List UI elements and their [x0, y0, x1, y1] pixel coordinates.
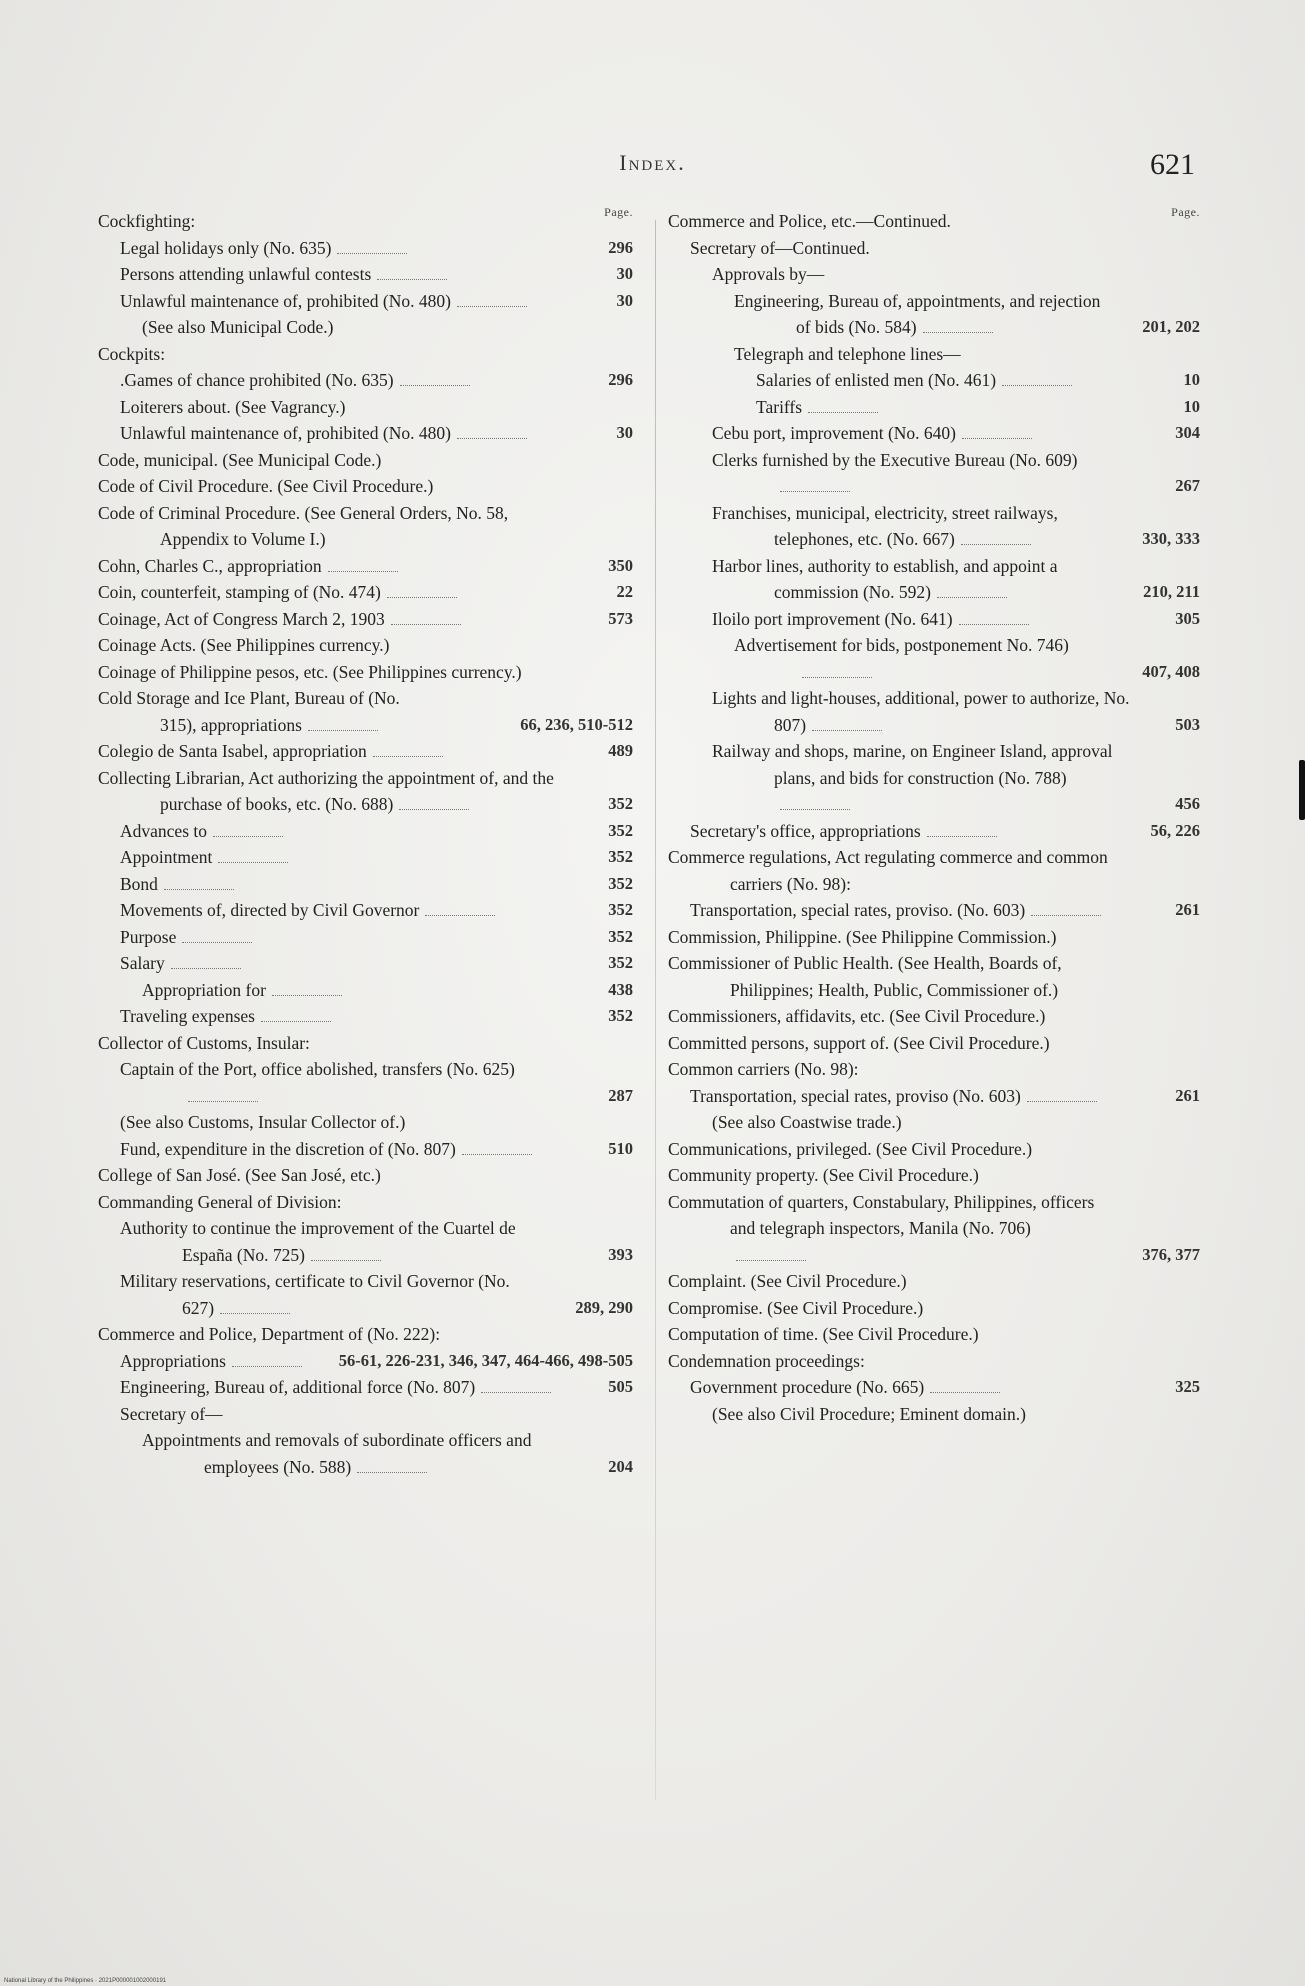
index-entry — [98, 447, 633, 474]
entry-text: Government procedure (No. 665) — [690, 1377, 1000, 1397]
index-entry — [98, 1321, 633, 1348]
entry-text: Tariffs — [756, 397, 878, 417]
entry-text: Captain of the Port, office abolished, transfers (No. 625) — [120, 1059, 515, 1106]
index-entry — [668, 288, 1200, 341]
index-entry — [98, 977, 633, 1004]
right-page-label: Page. — [1171, 205, 1200, 219]
index-entry — [668, 341, 1200, 368]
entry-text: Commutation of quarters, Constabulary, Philippines, officers and telegraph inspectors, Manila (No. 706) — [668, 1192, 1094, 1265]
entry-text: Transportation, special rates, proviso (No. 603) — [690, 1086, 1097, 1106]
index-entry — [98, 897, 633, 924]
index-entry — [98, 261, 633, 288]
entry-page-ref: 30 — [616, 423, 633, 442]
entry-text: Appropriation for — [142, 980, 342, 1000]
entry-text: Unlawful maintenance of, prohibited (No. 480) — [120, 423, 527, 443]
footer-credit: National Library of the Philippines · 2021P000001002000191 — [4, 1978, 167, 1984]
entry-text: Commission, Philippine. (See Philippine Commission.) — [668, 926, 1057, 947]
index-entry — [98, 579, 633, 606]
index-entry — [668, 447, 1200, 500]
entry-page-ref: 10 — [1183, 370, 1200, 389]
index-entry — [98, 765, 633, 818]
entry-page-ref: 350 — [608, 555, 633, 575]
entry-page-ref: 56-61, 226-231, 346, 347, 464-466, 498-505 — [338, 1350, 633, 1370]
index-entry — [668, 1401, 1200, 1428]
entry-text: Collector of Customs, Insular: — [98, 1032, 310, 1053]
entry-page-ref: 22 — [616, 582, 633, 601]
entry-text: Common carriers (No. 98): — [668, 1059, 859, 1079]
entry-text: Collecting Librarian, Act authorizing the appointment of, and the purchase of books, etc. (No. 688) — [98, 767, 554, 814]
entry-page-ref: 352 — [608, 873, 633, 893]
index-entry — [668, 1268, 1200, 1295]
entry-text: College of San José. (See San José, etc.) — [98, 1165, 381, 1185]
index-entry — [668, 1189, 1200, 1269]
entry-text: Unlawful maintenance of, prohibited (No. 480) — [120, 291, 527, 311]
entry-page-ref: 352 — [608, 1006, 633, 1025]
entry-text: Fund, expenditure in the discretion of (No. 807) — [120, 1139, 532, 1159]
index-entry — [98, 818, 633, 845]
index-entry — [668, 500, 1200, 553]
entry-text: Advertisement for bids, postponement No. 746) — [734, 635, 1069, 682]
entry-text: (See also Customs, Insular Collector of.) — [120, 1112, 406, 1132]
entry-text: Secretary's office, appropriations — [690, 821, 997, 841]
left-column — [98, 205, 633, 1480]
entry-text: Cold Storage and Ice Plant, Bureau of (No. 315), appropriations — [98, 688, 400, 735]
index-entry — [98, 1374, 633, 1401]
entry-page-ref: 201, 202 — [1142, 317, 1200, 336]
entry-text: Advances to — [120, 821, 283, 841]
entry-text: Lights and light-houses, additional, power to authorize, No. 807) — [712, 688, 1130, 735]
entry-text: Cebu port, improvement (No. 640) — [712, 423, 1032, 443]
index-entry — [668, 1083, 1200, 1110]
page-number: 621 — [1150, 148, 1195, 181]
index-entry — [668, 1003, 1200, 1030]
entry-text: Loiterers about. (See Vagrancy.) — [120, 396, 346, 417]
index-entry — [668, 685, 1200, 738]
index-entry — [98, 288, 633, 315]
index-entry — [98, 1003, 633, 1030]
entry-page-ref: 352 — [608, 900, 633, 919]
index-entry — [98, 1189, 633, 1216]
entry-text: Telegraph and telephone lines— — [734, 343, 961, 364]
entry-page-ref: 505 — [608, 1377, 633, 1396]
index-entry — [668, 208, 1200, 235]
index-entry — [668, 1295, 1200, 1322]
entry-text: Salary — [120, 953, 241, 973]
entry-text: Salaries of enlisted men (No. 461) — [756, 370, 1072, 390]
entry-text: Movements of, directed by Civil Governor — [120, 900, 495, 920]
entry-text: Condemnation proceedings: — [668, 1350, 865, 1371]
entry-text: .Games of chance prohibited (No. 635) — [120, 370, 470, 390]
entry-text: Compromise. (See Civil Procedure.) — [668, 1297, 924, 1318]
entry-text: Engineering, Bureau of, appointments, and rejection of bids (No. 584) — [734, 290, 1101, 337]
entry-page-ref: 66, 236, 510-512 — [520, 714, 633, 734]
entry-page-ref: 30 — [616, 290, 633, 310]
entry-page-ref: 261 — [1175, 1085, 1200, 1105]
index-entry — [668, 394, 1200, 421]
entry-text: Code, municipal. (See Municipal Code.) — [98, 449, 382, 470]
index-entry — [98, 473, 633, 500]
index-entry — [98, 1268, 633, 1321]
entry-page-ref: 30 — [616, 264, 633, 283]
entry-page-ref: 456 — [1175, 794, 1200, 813]
index-entry — [668, 1056, 1200, 1083]
entry-text: Secretary of—Continued. — [690, 237, 870, 258]
index-entry — [98, 606, 633, 633]
entry-text: (See also Coastwise trade.) — [712, 1112, 902, 1132]
index-entry — [98, 1348, 633, 1375]
index-entry — [98, 924, 633, 951]
entry-text: Committed persons, support of. (See Civil Procedure.) — [668, 1032, 1050, 1053]
entry-text: Secretary of— — [120, 1403, 223, 1424]
entry-text: Purpose — [120, 927, 252, 947]
entry-text: (See also Civil Procedure; Eminent domain.) — [712, 1403, 1026, 1424]
index-entry — [98, 341, 633, 368]
entry-text: Iloilo port improvement (No. 641) — [712, 609, 1029, 629]
entry-page-ref: 287 — [608, 1085, 633, 1105]
entry-text: Harbor lines, authority to establish, and appoint a commission (No. 592) — [712, 555, 1058, 602]
index-entry — [668, 897, 1200, 924]
index-entry — [98, 844, 633, 871]
index-entry — [668, 924, 1200, 951]
index-entry — [668, 261, 1200, 288]
index-entry — [98, 1109, 633, 1136]
entry-text: Commerce and Police, etc.—Continued. — [668, 211, 951, 231]
entry-text: Cohn, Charles C., appropriation — [98, 556, 398, 576]
entry-page-ref: 352 — [608, 820, 633, 840]
entry-page-ref: 352 — [608, 847, 633, 866]
entry-page-ref: 304 — [1175, 423, 1200, 442]
entry-text: Commerce and Police, Department of (No. 222): — [98, 1324, 441, 1344]
entry-page-ref: 489 — [608, 741, 633, 760]
index-entry — [668, 1348, 1200, 1375]
page-edge-mark — [1299, 760, 1305, 820]
entry-text: Coin, counterfeit, stamping of (No. 474) — [98, 582, 457, 602]
page-title: Index. — [619, 150, 686, 175]
entry-page-ref: 352 — [608, 953, 633, 972]
index-entry — [668, 235, 1200, 262]
entry-text: Code of Criminal Procedure. (See General Orders, No. 58, Appendix to Volume I.) — [98, 502, 509, 549]
index-entry — [98, 367, 633, 394]
right-column — [668, 205, 1200, 1427]
entry-text: Persons attending unlawful contests — [120, 264, 447, 284]
index-entry — [98, 950, 633, 977]
entry-text: Coinage Acts. (See Philippines currency.) — [98, 635, 390, 655]
entry-text: Transportation, special rates, proviso. (No. 603) — [690, 900, 1101, 920]
entry-text: Coinage of Philippine pesos, etc. (See Philippines currency.) — [98, 661, 522, 682]
entry-page-ref: 325 — [1175, 1377, 1200, 1396]
entry-page-ref: 352 — [608, 926, 633, 946]
index-entry — [668, 950, 1200, 1003]
column-divider — [655, 220, 656, 1800]
entry-text: Railway and shops, marine, on Engineer Island, approval plans, and bids for construction (No. 788) — [712, 741, 1112, 814]
entry-text: Legal holidays only (No. 635) — [120, 238, 407, 258]
index-entry — [98, 1162, 633, 1189]
entry-page-ref: 305 — [1175, 608, 1200, 628]
index-entry — [98, 314, 633, 341]
entry-page-ref: 296 — [608, 370, 633, 389]
entry-text: (See also Municipal Code.) — [142, 317, 334, 337]
index-entry — [668, 420, 1200, 447]
entry-page-ref: 510 — [608, 1138, 633, 1158]
entry-text: Bond — [120, 874, 234, 894]
left-page-label: Page. — [604, 205, 633, 219]
entry-text: Code of Civil Procedure. (See Civil Procedure.) — [98, 476, 434, 496]
entry-text: Complaint. (See Civil Procedure.) — [668, 1271, 907, 1291]
entry-text: Traveling expenses — [120, 1006, 331, 1026]
index-entry — [98, 1401, 633, 1428]
index-entry — [98, 738, 633, 765]
index-entry — [668, 818, 1200, 845]
entry-text: Computation of time. (See Civil Procedure.) — [668, 1324, 979, 1344]
index-entry — [98, 1427, 633, 1480]
index-entry — [668, 553, 1200, 606]
index-entry — [668, 606, 1200, 633]
index-entry — [98, 420, 633, 447]
entry-page-ref: 204 — [608, 1456, 633, 1476]
entry-text: Commerce regulations, Act regulating commerce and common carriers (No. 98): — [668, 847, 1108, 894]
index-entry — [668, 1109, 1200, 1136]
entry-text: Colegio de Santa Isabel, appropriation — [98, 741, 443, 761]
index-entry — [668, 1030, 1200, 1057]
entry-text: Clerks furnished by the Executive Bureau (No. 609) — [712, 450, 1077, 497]
entry-page-ref: 330, 333 — [1142, 529, 1200, 548]
entry-page-ref: 210, 211 — [1143, 582, 1200, 601]
entry-page-ref: 10 — [1183, 396, 1200, 416]
index-entry — [98, 659, 633, 686]
entry-text: Cockpits: — [98, 343, 166, 364]
index-entry — [98, 208, 633, 235]
entry-text: Authority to continue the improvement of the Cuartel de España (No. 725) — [120, 1218, 516, 1265]
entry-text: Appropriations — [120, 1351, 302, 1371]
entry-text: Commissioner of Public Health. (See Health, Boards of, Philippines; Health, Public, Commissioner of.) — [668, 953, 1062, 1000]
entry-text: Appointments and removals of subordinate officers and employees (No. 588) — [142, 1430, 532, 1477]
entry-page-ref: 261 — [1175, 900, 1200, 919]
index-entry — [98, 500, 633, 553]
entry-page-ref: 352 — [608, 794, 633, 813]
index-entry — [668, 632, 1200, 685]
index-entry — [98, 235, 633, 262]
index-entry — [98, 632, 633, 659]
index-entry — [668, 367, 1200, 394]
entry-page-ref: 438 — [608, 979, 633, 999]
entry-text: Commissioners, affidavits, etc. (See Civil Procedure.) — [668, 1006, 1046, 1026]
index-entry — [668, 844, 1200, 897]
entry-page-ref: 393 — [608, 1244, 633, 1264]
index-entry — [98, 394, 633, 421]
index-entry — [668, 1321, 1200, 1348]
entry-text: Engineering, Bureau of, additional force (No. 807) — [120, 1377, 551, 1397]
entry-page-ref: 289, 290 — [575, 1297, 633, 1317]
entry-page-ref: 573 — [608, 608, 633, 628]
entry-text: Approvals by— — [712, 264, 825, 284]
index-entry — [668, 1162, 1200, 1189]
index-entry — [98, 1056, 633, 1109]
index-entry — [668, 1136, 1200, 1163]
entry-text: Coinage, Act of Congress March 2, 1903 — [98, 609, 461, 629]
index-entry — [98, 871, 633, 898]
index-entry — [98, 1215, 633, 1268]
entry-text: Cockfighting: — [98, 211, 196, 231]
entry-page-ref: 267 — [1175, 476, 1200, 495]
entry-text: Military reservations, certificate to Civil Governor (No. 627) — [120, 1271, 510, 1318]
entry-text: Commanding General of Division: — [98, 1191, 342, 1212]
index-entry — [98, 553, 633, 580]
index-entry — [668, 1374, 1200, 1401]
entry-page-ref: 296 — [608, 237, 633, 257]
index-entry — [98, 1136, 633, 1163]
index-entry — [668, 738, 1200, 818]
entry-page-ref: 376, 377 — [1142, 1244, 1200, 1264]
index-entry — [98, 685, 633, 738]
entry-text: Franchises, municipal, electricity, street railways, telephones, etc. (No. 667) — [712, 502, 1058, 549]
entry-page-ref: 407, 408 — [1142, 661, 1200, 681]
entry-page-ref: 56, 226 — [1150, 820, 1200, 840]
entry-text: Appointment — [120, 847, 288, 867]
index-entry — [98, 1030, 633, 1057]
entry-text: Communications, privileged. (See Civil Procedure.) — [668, 1138, 1033, 1159]
entry-page-ref: 503 — [1175, 714, 1200, 734]
entry-text: Community property. (See Civil Procedure.) — [668, 1165, 979, 1185]
